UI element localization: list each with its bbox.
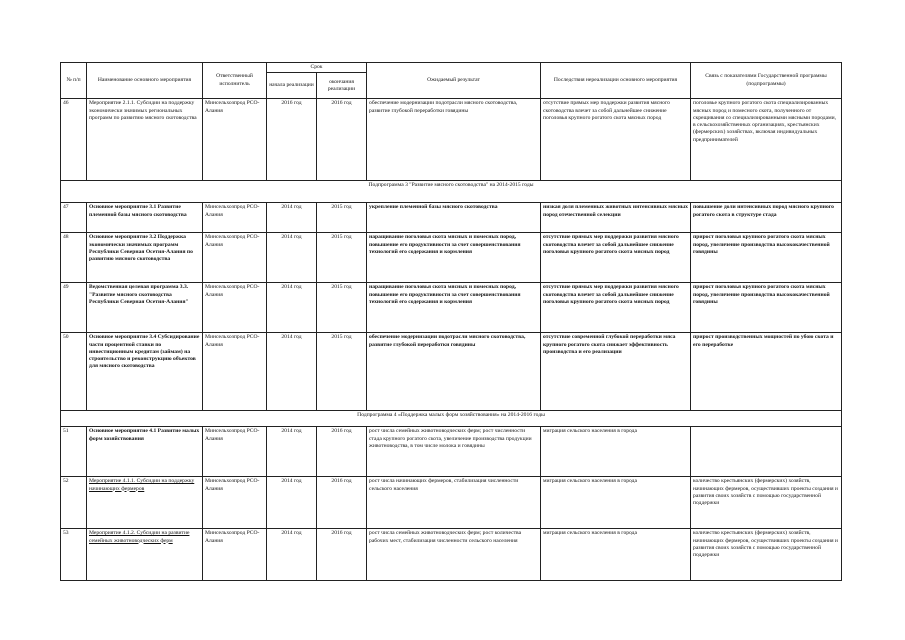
table-row [61,529,842,581]
row-consequences: миграция сельского населения в города [541,529,691,581]
row-name: Мероприятие 2.1.1. Субсидии на поддержку экономически значимых региональных программ по развитию мясного скотоводства [87,99,203,181]
header-result: Ожидаемый результат [367,63,541,99]
row-link: прирост производственных мощностей по убою скота и его переработке [691,333,842,411]
row-consequences: низкая доля племенных животных интенсивных мясных пород отечественной селекции [541,203,691,233]
row-link: количество крестьянских (фермерских) хозяйств, начинающих фермеров, осуществивших проекты создания и развития своих хозяйств с помощью государственной поддержки [691,477,842,529]
row-end: 2016 год [317,477,367,529]
row-link: прирост поголовья крупного рогатого скота мясных пород, увеличение производства высококачественной говядины [691,283,842,333]
table-row [61,333,842,411]
row-name: Основное мероприятие 4.1 Развитие малых форм хозяйствования [87,427,203,477]
row-start: 2016 год [267,99,317,181]
row-start: 2014 год [267,529,317,581]
section-row [61,411,842,427]
row-start: 2014 год [267,233,317,283]
row-executor: Минсельхозпрод РСО-Алания [203,203,267,233]
row-consequences: отсутствие прямых мер поддержки развития мясного скотоводства влечет за собой дальнейшее снижение поголовья крупного рогатого скота мясных пород [541,283,691,333]
row-executor: Минсельхозпрод РСО-Алания [203,99,267,181]
row-end: 2015 год [317,333,367,411]
row-name: Мероприятие 4.1.1. Субсидии на поддержку начинающих фермеров [87,477,203,529]
row-result: рост числа семейных животноводческих ферм; рост численности стада крупного рогатого скота, увеличение производства продукции животноводства, в том числе молока и говядины [367,427,541,477]
row-num: 51 [61,427,87,477]
row-consequences: миграция сельского населения в города [541,477,691,529]
row-num: 46 [61,99,87,181]
row-result: рост числа начинающих фермеров, стабилизация численности сельского населения [367,477,541,529]
header-name: Наименование основного мероприятия [87,63,203,99]
row-link: поголовье крупного рогатого скота специализированных мясных пород и помесного скота, полученного от скрещивания со специализированными мясными породами, в сельскохозяйственных организациях, крестьянских (фермерских) хозяйствах, включая индивидуальных предпринимателей [691,99,842,181]
row-consequences: отсутствие прямых мер поддержки развития мясного скотоводства влечет за собой дальнейшее снижение поголовья крупного рогатого скота мясных пород [541,99,691,181]
row-consequences: отсутствие современной глубокой переработки мяса крупного рогатого скота снижает эффективность производства и его реализации [541,333,691,411]
table-row [61,427,842,477]
row-end: 2015 год [317,283,367,333]
row-end: 2016 год [317,99,367,181]
row-result: рост числа семейных животноводческих ферм; рост количества рабочих мест, стабилизация численности сельского населения [367,529,541,581]
row-end: 2016 год [317,427,367,477]
row-num: 50 [61,333,87,411]
row-consequences: миграция сельского населения в города [541,427,691,477]
table-row [61,283,842,333]
section-title: Подпрограмма 4 «Поддержка малых форм хозяйствования» на 2014-2016 годы [61,411,842,427]
activities-table [60,62,842,581]
row-executor: Минсельхозпрод РСО-Алания [203,333,267,411]
header-link: Связь с показателями Государственной программы (подпрограммы) [691,63,842,99]
row-num: 47 [61,203,87,233]
row-link: количество крестьянских (фермерских) хозяйств, начинающих фермеров, осуществивших проекты создания и развития своих хозяйств с помощью государственной поддержки [691,529,842,581]
table-row [61,477,842,529]
row-name: Основное мероприятие 3.1 Развитие племенной базы мясного скотоводства [87,203,203,233]
row-result: обеспечение модернизации подотрасли мясного скотоводства, развитие глубокой переработки говядины [367,333,541,411]
row-link: прирост поголовья крупного рогатого скота мясных пород, увеличение производства высококачественной говядины [691,233,842,283]
row-link: повышение доли интенсивных пород мясного крупного рогатого скота в структуре стада [691,203,842,233]
row-executor: Минсельхозпрод РСО-Алания [203,529,267,581]
row-end: 2015 год [317,233,367,283]
row-end: 2016 год [317,529,367,581]
section-row [61,181,842,203]
row-executor: Минсельхозпрод РСО-Алания [203,477,267,529]
row-executor: Минсельхозпрод РСО-Алания [203,427,267,477]
row-executor: Минсельхозпрод РСО-Алания [203,283,267,333]
header-start: начала реализации [267,73,317,99]
section-title: Подпрограмма 3 "Развитие мясного скотоводства" на 2014-2015 годы [61,181,842,203]
header-executor: Ответственный исполнитель [203,63,267,99]
row-consequences: отсутствие прямых мер поддержки развития мясного скотоводства влечет за собой дальнейшее снижение поголовья крупного рогатого скота мясных пород [541,233,691,283]
row-name: Основное мероприятие 3.4 Субсидирование части процентной ставки по инвестиционным кредитам (займам) на строительство и реконструкцию объектов для мясного скотоводства [87,333,203,411]
row-result: наращивание поголовья скота мясных и помесных пород, повышение его продуктивности за счет совершенствования технологий его содержания и кормления [367,283,541,333]
row-name: Ведомственная целевая программа 3.3. "Развитие мясного скотоводства Республики Северная Осетия-Алания" [87,283,203,333]
row-num: 53 [61,529,87,581]
row-start: 2014 год [267,477,317,529]
row-name: Мероприятие 4.1.2. Субсидии на развитие семейных животноводческих ферм [87,529,203,581]
row-start: 2014 год [267,427,317,477]
row-executor: Минсельхозпрод РСО-Алания [203,233,267,283]
row-end: 2015 год [317,203,367,233]
row-num: 48 [61,233,87,283]
row-num: 52 [61,477,87,529]
row-start: 2014 год [267,283,317,333]
header-consequences: Последствия нереализации основного мероприятия [541,63,691,99]
header-end: окончания реализации [317,73,367,99]
row-result: наращивание поголовья скота мясных и помесных пород, повышение его продуктивности за счет совершенствования технологий его содержания и кормления [367,233,541,283]
row-link [691,427,842,477]
row-start: 2014 год [267,333,317,411]
table-row [61,233,842,283]
header-term: Срок [267,63,367,73]
header-num: № п/п [61,63,87,99]
table-row [61,99,842,181]
row-num: 49 [61,283,87,333]
row-result: укрепление племенной базы мясного скотоводства [367,203,541,233]
table-row [61,203,842,233]
row-start: 2014 год [267,203,317,233]
row-name: Основное мероприятие 3.2 Поддержка экономически значимых программ Республики Северная Осетия-Алания по развитию мясного скотоводства [87,233,203,283]
row-result: обеспечение модернизации подотрасли мясного скотоводства, развитие глубокой переработки говядины [367,99,541,181]
